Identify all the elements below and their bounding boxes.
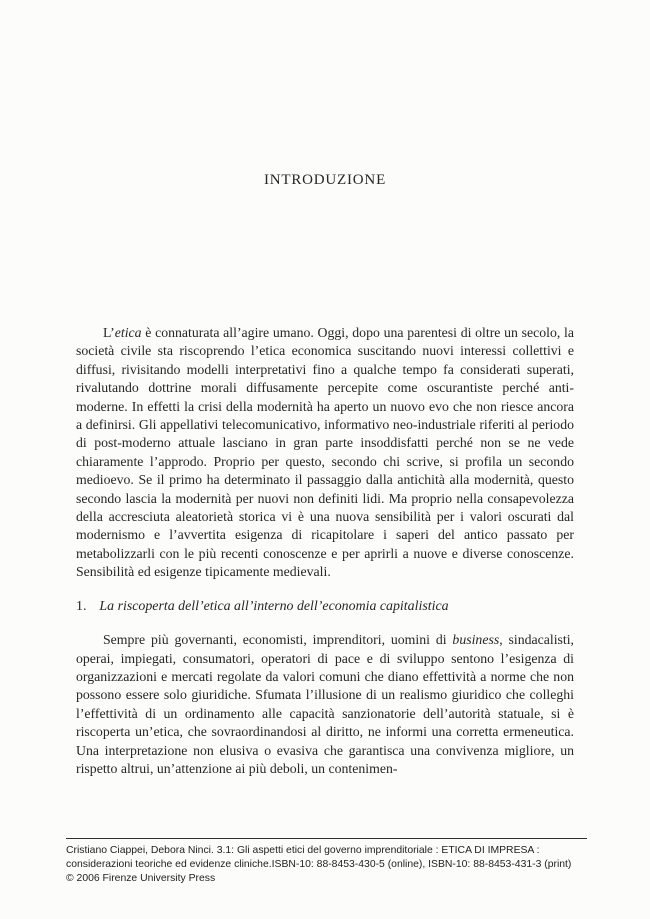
section-paragraph-italic-word: business	[452, 632, 500, 648]
intro-paragraph	[76, 324, 574, 582]
section-heading	[76, 598, 574, 616]
page-title: INTRODUZIONE	[263, 172, 387, 188]
footer-citation-line-1: Cristiano Ciappei, Debora Ninci. 3.1: Gli aspetti etici del governo imprenditoriale : ETICA DI IMPRESA :	[66, 845, 540, 856]
section-paragraph-lead: Sempre più governanti, economisti, imprenditori, uomini di	[103, 632, 453, 648]
intro-paragraph-italic-word: etica	[114, 325, 142, 340]
section-number: 1.	[76, 598, 87, 614]
footer-citation	[66, 838, 587, 885]
body-text-block	[76, 324, 574, 778]
footer-copyright-line: © 2006 Firenze University Press	[66, 872, 216, 884]
intro-paragraph-body: è connaturata all’agire umano. Oggi, dopo una parentesi di oltre un secolo, la società civile sta riscoprendo l’etica economica suscitando nuovi interessi collettivi e diffusi, rivisitando modelli interpretativi fino a qualche tempo fa considerati superati, rivalutando dottrine morali diffusamente percepite come oscurantiste perché anti-moderne. In effetti la crisi della modernità ha aperto un nuovo evo che non riesce ancora a definirsi. Gli appellativi telecomunicativo, informativo neo-industriale riferiti al periodo di post-moderno attuale lasciano in gran parte insoddisfatti perché non se ne vede chiaramente l’approdo. Proprio per questo, secondo chi scrive, si profila un secondo medioevo. Se il primo ha determinato il passaggio dalla antichità alla modernità, questo secondo lascia la modernità per nuovi non definiti lidi. Ma proprio nella consapevolezza della accresciuta aleatorietà storica vi è una nuova sensibilità per i valori oscurati dal modernismo e l’avvertita esigenza di ricapitolare i saperi del antico passato per metabolizzarli con le più recenti conoscenze e per aprirli a nuove e diverse conoscenze. Sensibilità ed esigenze tipicamente medievali.	[76, 325, 574, 580]
section-title: La riscoperta dell’etica all’interno dell’economia capitalistica	[99, 598, 449, 614]
section-paragraph	[76, 631, 574, 778]
intro-paragraph-lead: L’	[103, 325, 115, 340]
footer-citation-line-2: considerazioni teoriche ed evidenze cliniche.ISBN-10: 88-8453-430-5 (online), ISBN-10: 88-8453-431-3 (print)	[66, 858, 572, 870]
section-paragraph-body: , sindacalisti, operai, impiegati, consumatori, operatori di pace e di sviluppo sentono l’esigenza di organizzazioni e mercati regolate da valori comuni che diano effettività a norme che non possono essere solo giuridiche. Sfumata l’illusione di un realismo giuridico che colleghi l’effettività di un ordinamento alle capacità sanzionatorie dell’autorità statuale, si è riscoperta un’etica, che sovraordinandosi al diritto, ne informi una corretta ermeneutica. Una interpretazione non elusiva o evasiva che garantisca una convivenza migliore, un rispetto altrui, un’attenzione ai più deboli, un contenimen-	[76, 632, 575, 776]
